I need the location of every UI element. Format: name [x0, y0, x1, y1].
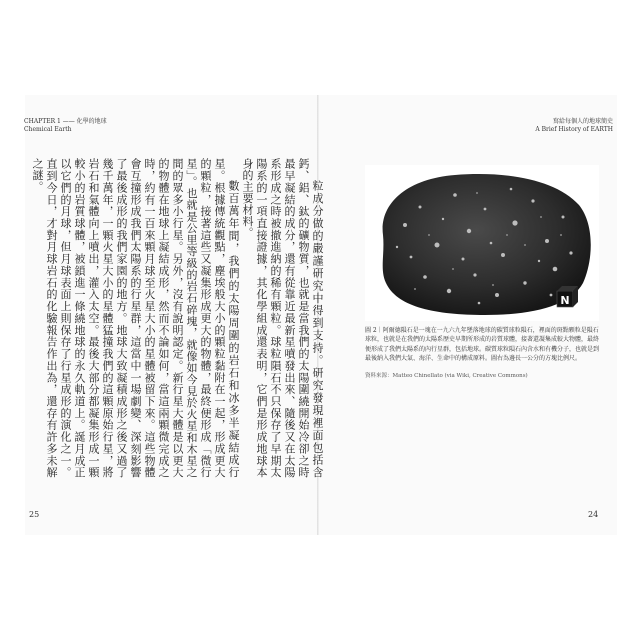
- chapter-title: CHAPTER 1 —— 化學的地球: [24, 118, 107, 125]
- figure-caption: 圖 2｜阿爾德隕石是一塊在一九六九年墜落地球的碳質球粒隕石，裡面的斑點顆粒是隕石球粒，也就是在我們的太陽系歷史早期所形成的岩質球體，接著還凝集成較大物體，最終便形成了我們太陽系的內行星群，包括地球。碳質球粒隕石內含水和有機分子，也就是到最後納入我們大氣、海洋、生命中的構成原料。圖右為邊長一公分的方塊比例尺。: [365, 327, 600, 363]
- body-text: [31, 158, 324, 478]
- meteorite-photo: [365, 165, 599, 321]
- running-header-right: [535, 118, 613, 134]
- scale-cube: [557, 286, 578, 307]
- paragraph: 數百萬年間，我們的太陽周圍的岩石和冰多半凝結成行星。根據傳統觀點，塵埃般大小的顆粒黏附在一起，形成更大的顆粒，接著這些又凝集形成更大的物體，最終便形成「微行星」。也就是公里等級的岩石碎塊，就像如今見於火星和木星之間的眾多小行星。另外，沒有說明認定。新行星大體是以更大的物體在地球上凝結成形，然而不論如何，當這兩顆微完成之時，約有一百來顆月球至火星大小的星體被留下來。這些物體會互撞形成我們太陽系的行星群，這當中一場劇變、深刻影響了最後成形的我們家園的地方。地球大致凝積成形之後又過了幾千萬年，一顆火星大小的星體猛撞我們的這顆原始行星，將岩石和氣體向上噴出，灌入太空。最後大部分都凝集形成一顆較小的岩質球體，被鎖進一條繞地球的永久軌道上。誕月成正以它們的月球，但月球表面上則保存了行星成形的演化之一。直到今日，才對月球岩石的化驗報告作出為，還存有許多未解之謎。: [31, 158, 240, 478]
- paragraph: 粒成分做的嚴謹研究中得到支持。研究發現裡面包括含鈣、鋁、鈦的礦物質，也就是當我們的太陽圍繞開始冷卻之時最早凝結的成分，還有從靠近最新星噴發出來、隨後又在太陽系形成之時被撤進納的稀有顆粒。球粒隕石不只保存了早期太陽系的一項直接證據，其化學組成還表明，它們是形成地球本身的主要材料。: [241, 158, 324, 478]
- page-number-left: 25: [29, 510, 40, 519]
- figure-credit: 資料來源：Matteo Chinellato (via Wiki, Creative Commons): [365, 373, 528, 379]
- book-subtitle: A Brief History of EARTH: [535, 126, 613, 133]
- book-title: 寫給每個人的地球簡史: [552, 118, 613, 125]
- chapter-subtitle: Chemical Earth: [24, 126, 72, 133]
- meteorite-image: [365, 165, 599, 321]
- scale-cube-label: N: [560, 294, 570, 307]
- running-header-left: [24, 118, 107, 134]
- page-number-right: 24: [588, 510, 599, 519]
